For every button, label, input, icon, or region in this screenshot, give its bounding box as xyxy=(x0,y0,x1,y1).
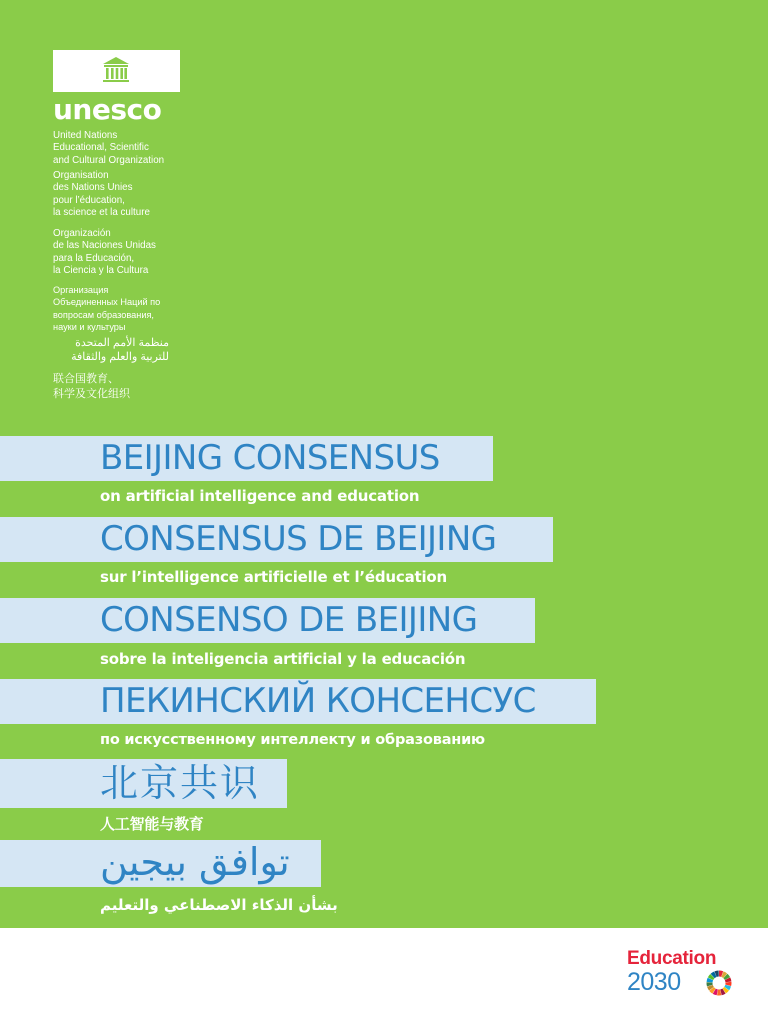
title-chinese: 北京共识 xyxy=(100,761,261,805)
unesco-logo-box xyxy=(53,50,180,92)
title-band-russian xyxy=(0,679,596,724)
subtitle-english: on artificial intelligence and education xyxy=(100,487,420,505)
subtitle-arabic: بشأن الذكاء الاصطناعي والتعليم xyxy=(100,896,338,914)
org-line: United Nations xyxy=(53,130,118,141)
subtitle-chinese: 人工智能与教育 xyxy=(100,815,204,833)
title-band-chinese xyxy=(0,759,287,808)
org-line: and Cultural Organization xyxy=(53,154,165,166)
org-line: Organisation xyxy=(53,170,109,181)
subtitle-russian: по искусственному интеллекту и образованию xyxy=(100,732,485,748)
org-line: Organización xyxy=(53,228,111,239)
title-band-arabic xyxy=(0,840,321,887)
org-line: للتربية والعلم والثقافة xyxy=(71,351,169,363)
org-line: Организация xyxy=(53,285,109,295)
unesco-wordmark: unesco xyxy=(53,93,162,126)
org-line: la Ciencia y la Cultura xyxy=(53,265,149,277)
title-band-spanish xyxy=(0,598,535,643)
org-line: 联合国教育、 xyxy=(53,373,119,385)
title-band-french xyxy=(0,517,553,562)
org-line: науки и культуры xyxy=(53,322,126,333)
title-english: BEIJING CONSENSUS xyxy=(100,438,440,478)
title-spanish: CONSENSO DE BEIJING xyxy=(100,600,478,640)
unesco-temple-icon xyxy=(101,56,131,84)
org-line: para la Educación, xyxy=(53,252,135,264)
org-name-chinese xyxy=(53,372,203,402)
org-line: la science et la culture xyxy=(53,207,150,219)
subtitle-french: sur l’intelligence artificielle et l’éducation xyxy=(100,568,448,586)
subtitle-spanish: sobre la inteligencia artificial y la educación xyxy=(100,650,466,668)
title-arabic: توافق بيجين xyxy=(100,840,290,884)
org-name-english xyxy=(53,130,203,167)
org-name-french xyxy=(53,170,203,220)
org-name-russian xyxy=(53,284,203,334)
org-name-spanish xyxy=(53,228,203,278)
org-name-arabic xyxy=(53,336,169,364)
org-line: de las Naciones Unidas xyxy=(53,240,156,252)
title-band-english xyxy=(0,436,493,481)
org-line: pour l’éducation, xyxy=(53,194,125,206)
org-line: des Nations Unies xyxy=(53,182,133,194)
org-line: вопросам образования, xyxy=(53,309,154,320)
title-russian: ПЕКИНСКИЙ КОНСЕНСУС xyxy=(100,681,536,721)
org-line: Educational, Scientific xyxy=(53,142,149,154)
sdg-wheel-icon xyxy=(706,970,732,996)
title-french: CONSENSUS DE BEIJING xyxy=(100,519,497,559)
org-line: Объединенных Наций по xyxy=(53,297,161,308)
education-word: Education xyxy=(627,948,717,969)
education-year: 2030 xyxy=(627,968,681,996)
org-line: منظمة الأمم المتحدة xyxy=(75,337,169,349)
org-line: 科学及文化组织 xyxy=(53,388,130,400)
